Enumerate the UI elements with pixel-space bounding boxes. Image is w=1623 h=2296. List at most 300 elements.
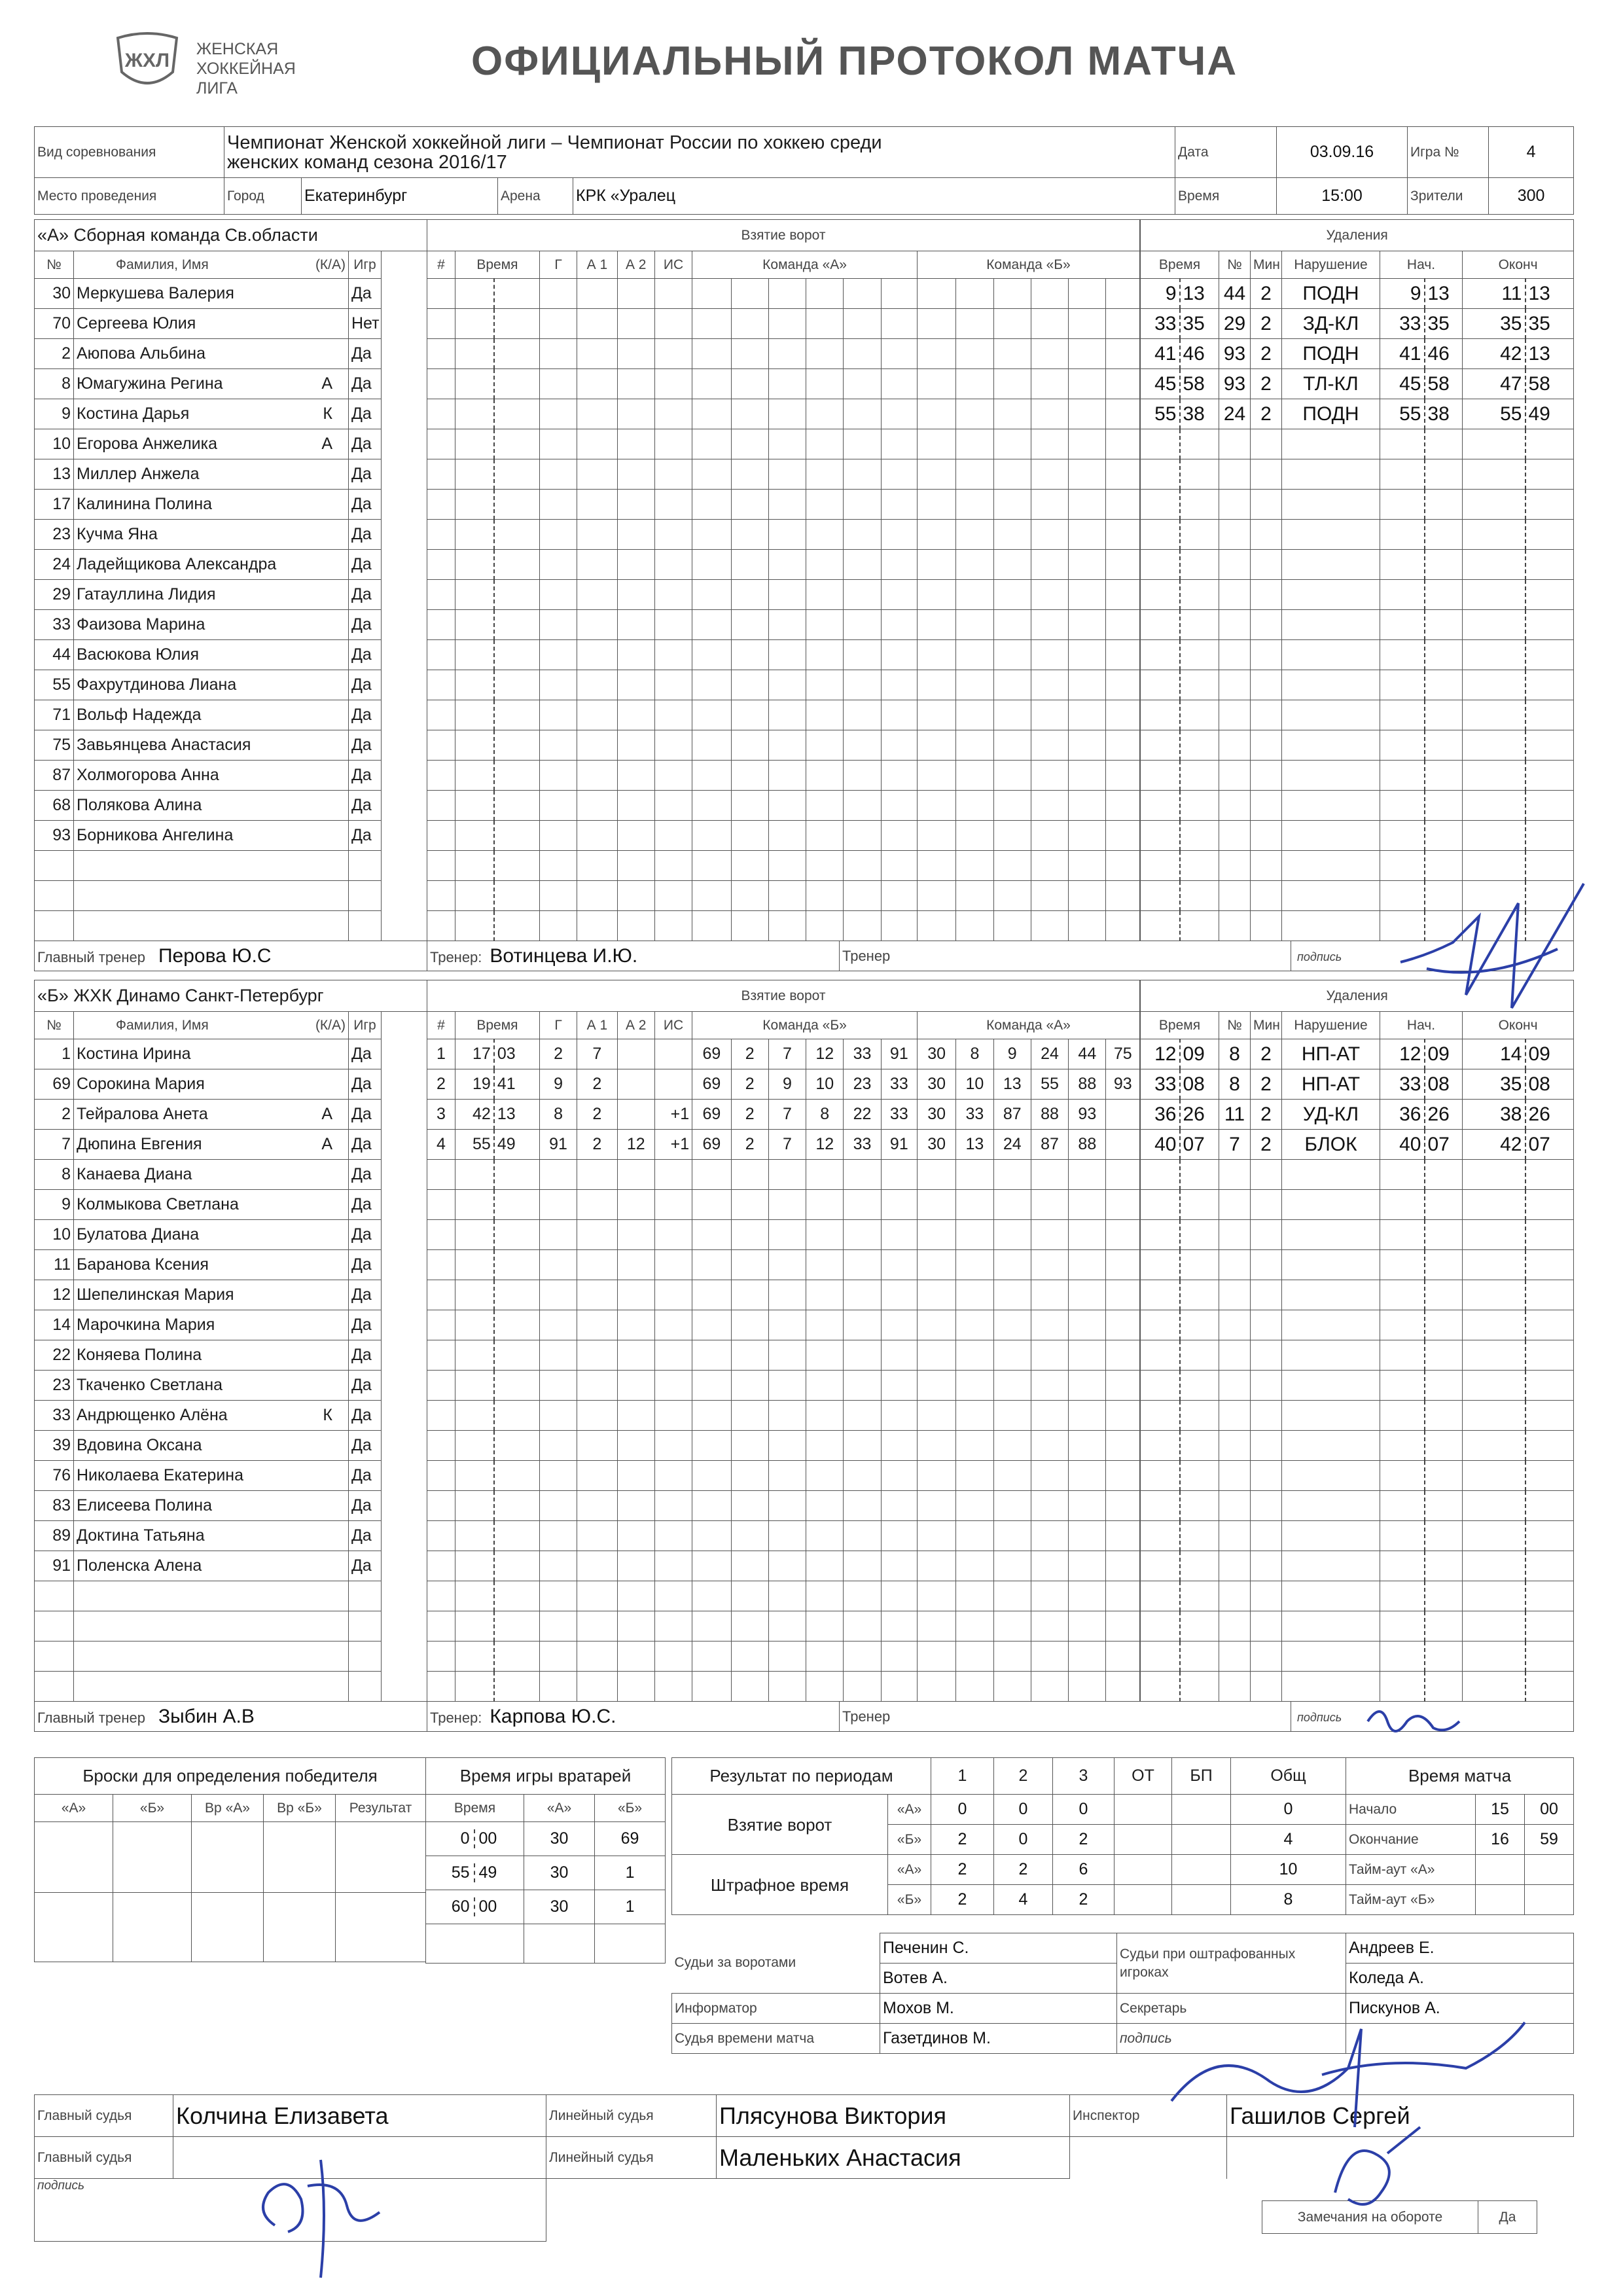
goal-own-player [692, 1672, 731, 1702]
goal-row [427, 1160, 1140, 1190]
goal-assist-2 [617, 369, 654, 399]
pen-second: 09 [1180, 1039, 1219, 1069]
pen-second [1180, 730, 1219, 761]
pen-player [1219, 1371, 1251, 1401]
pen-player [1219, 490, 1251, 520]
goal-own-player [731, 1250, 768, 1280]
pen-player [1219, 520, 1251, 550]
goal-opp-player [993, 1401, 1031, 1431]
goal-own-player [768, 550, 806, 580]
pen-end-sec [1525, 670, 1574, 700]
goal-own-player [806, 429, 844, 459]
pen-second: 08 [1180, 1069, 1219, 1100]
pen-col-violation: Нарушение [1282, 251, 1380, 279]
goal-own-player [844, 309, 881, 339]
pen-violation: БЛОК [1282, 1130, 1380, 1160]
goal-opp-player [1031, 309, 1068, 339]
goal-own-player [881, 1641, 917, 1672]
player-name [74, 1611, 349, 1641]
goal-own-player [806, 399, 844, 429]
goal-col-opp-team: Команда «А» [917, 1012, 1139, 1039]
pen-minute: 33 [1141, 309, 1180, 339]
goal-own-player [731, 1160, 768, 1190]
penalty-row [1141, 1310, 1574, 1340]
pen-minute [1141, 1220, 1180, 1250]
pen-minute: 36 [1141, 1100, 1180, 1130]
goal-own-player [881, 520, 917, 550]
pen-violation [1282, 1280, 1380, 1310]
goal-opp-player [1031, 1641, 1068, 1672]
pen-minute [1141, 1672, 1180, 1702]
goal-scorer [539, 1551, 577, 1581]
goal-opp-player [1031, 1371, 1068, 1401]
goal-own-player [844, 640, 881, 670]
player-name [74, 1069, 349, 1100]
pen-minute [1141, 1521, 1180, 1551]
goal-opp-player [993, 1461, 1031, 1491]
pen-minutes [1251, 1340, 1282, 1371]
player-play: Да [349, 1039, 382, 1069]
goal-opp-player [1106, 1431, 1140, 1461]
goal-strength [654, 1371, 692, 1401]
goal-number [427, 1641, 455, 1672]
signature-label: подпись [1297, 950, 1342, 963]
goal-opp-player [1031, 700, 1068, 730]
pen-player: 7 [1219, 1130, 1251, 1160]
penalty-row [1141, 1190, 1574, 1220]
penalty-row [1141, 580, 1574, 610]
period-total: 10 [1231, 1855, 1346, 1885]
goal-own-player [844, 700, 881, 730]
goal-own-player [844, 580, 881, 610]
goal-own-player [731, 1491, 768, 1521]
coach-cell [427, 941, 840, 971]
goal-opp-player [917, 1310, 955, 1340]
goal-opp-player [1031, 279, 1068, 309]
goal-own-player [806, 339, 844, 369]
pen-second: 13 [1180, 279, 1219, 309]
goal-second [494, 1190, 540, 1220]
col-number: № [35, 1012, 74, 1039]
goal-own-player [806, 550, 844, 580]
goal-own-player [692, 640, 731, 670]
goal-own-player [692, 851, 731, 881]
pen-end-min [1463, 1461, 1525, 1491]
goal-assist-2 [617, 1190, 654, 1220]
goal-own-player [844, 730, 881, 761]
goal-own-player [881, 1280, 917, 1310]
goal-strength: +1 [654, 1100, 692, 1130]
goal-minute: 55 [455, 1130, 493, 1160]
player-name [74, 550, 349, 580]
goal-number [427, 1160, 455, 1190]
goal-opp-player [917, 1581, 955, 1611]
goal-opp-player [993, 1431, 1031, 1461]
goal-row [427, 640, 1140, 670]
goal-number [427, 821, 455, 851]
goal-assist-1 [577, 309, 617, 339]
pen-end-min [1463, 1371, 1525, 1401]
pen-minutes [1251, 1491, 1282, 1521]
goal-number [427, 399, 455, 429]
goal-opp-player [917, 279, 955, 309]
period-pim-label: Штрафное время [672, 1855, 888, 1915]
goal-opp-player [1031, 369, 1068, 399]
goal-row [427, 791, 1140, 821]
goal-own-player [844, 1611, 881, 1641]
goal-opp-player [1069, 369, 1106, 399]
pen-second: 35 [1180, 309, 1219, 339]
goal-opp-player [1106, 279, 1140, 309]
goal-assist-1 [577, 279, 617, 309]
goal-row [427, 1220, 1140, 1250]
pen-minutes: 2 [1251, 1069, 1282, 1100]
goal-opp-player [1106, 761, 1140, 791]
coach2-cell [840, 1702, 1291, 1732]
goal-strength [654, 1401, 692, 1431]
player-name [74, 700, 349, 730]
goal-own-player [692, 821, 731, 851]
pen-second [1180, 580, 1219, 610]
pen-start-sec [1425, 791, 1463, 821]
goal-opp-player [1031, 1491, 1068, 1521]
goal-number: 4 [427, 1130, 455, 1160]
player-play: Да [349, 520, 382, 550]
goal-own-player [692, 1461, 731, 1491]
goal-own-player: 33 [844, 1130, 881, 1160]
goal-opp-player [1069, 610, 1106, 640]
player-number [35, 881, 74, 911]
goal-strength [654, 1340, 692, 1371]
goal-row [427, 1491, 1140, 1521]
goal-own-player [881, 1461, 917, 1491]
pen-end-sec [1525, 640, 1574, 670]
goal-second [494, 279, 540, 309]
goal-own-player [768, 520, 806, 550]
pen-violation [1282, 1551, 1380, 1581]
goal-opp-player [1031, 550, 1068, 580]
player-number: 23 [35, 520, 74, 550]
goal-own-player [844, 550, 881, 580]
player-name [74, 1220, 349, 1250]
pen-col-min: Мин [1251, 251, 1282, 279]
goal-number [427, 1521, 455, 1551]
goal-number [427, 911, 455, 941]
goal-strength [654, 1039, 692, 1069]
pen-player [1219, 791, 1251, 821]
goal-opp-player [1031, 1220, 1068, 1250]
goal-opp-player [1069, 1401, 1106, 1431]
goal-own-player [692, 490, 731, 520]
venue-label: Место проведения [35, 178, 224, 215]
goal-own-player [768, 1672, 806, 1702]
goal-own-player [844, 1521, 881, 1551]
goal-minute [455, 700, 493, 730]
goal-own-player [844, 1641, 881, 1672]
player-play: Да [349, 821, 382, 851]
goal-own-player [806, 490, 844, 520]
roster-row [35, 1160, 427, 1190]
goal-own-player [806, 1611, 844, 1641]
goal-opp-player: 75 [1106, 1039, 1140, 1069]
goal-strength [654, 1461, 692, 1491]
roster-row [35, 1611, 427, 1641]
goal-scorer [539, 730, 577, 761]
pen-start-sec [1425, 1461, 1463, 1491]
goalie-time-value [426, 1822, 524, 1856]
goal-opp-player [993, 761, 1031, 791]
goal-assist-2 [617, 761, 654, 791]
coach-value: Карпова Ю.С. [490, 1705, 616, 1727]
goal-minute [455, 1581, 493, 1611]
pen-violation [1282, 490, 1380, 520]
player-play: Да [349, 1521, 382, 1551]
goal-strength [654, 1431, 692, 1461]
goal-opp-player [956, 821, 993, 851]
pen-start-sec [1425, 1371, 1463, 1401]
player-name [74, 339, 349, 369]
goal-opp-player [993, 339, 1031, 369]
goal-second [494, 369, 540, 399]
goal-row [427, 1250, 1140, 1280]
goal-assist-1 [577, 821, 617, 851]
pen-start-sec [1425, 1581, 1463, 1611]
pen-start-min [1380, 1250, 1425, 1280]
goal-opp-player: 93 [1069, 1100, 1106, 1130]
penalty-row [1141, 821, 1574, 851]
goal-second [494, 1491, 540, 1521]
goal-number [427, 1431, 455, 1461]
goal-opp-player [1069, 791, 1106, 821]
goalie-time-value [426, 1890, 524, 1924]
pen-violation [1282, 761, 1380, 791]
roster-row [35, 1461, 427, 1491]
goal-minute [455, 1461, 493, 1491]
logo-mark: ЖХЛ [124, 50, 170, 71]
pen-player: 8 [1219, 1039, 1251, 1069]
remarks-value: Да [1478, 2201, 1537, 2234]
goal-own-player [768, 459, 806, 490]
pen-end-sec [1525, 1491, 1574, 1521]
goal-opp-player [956, 1250, 993, 1280]
coach-cell [427, 1702, 840, 1732]
shootout-col: Вр «А» [192, 1795, 264, 1822]
goal-opp-player [1069, 730, 1106, 761]
goal-number [427, 1310, 455, 1340]
goal-row [427, 1521, 1140, 1551]
goal-own-player [768, 761, 806, 791]
goal-opp-player [1031, 1672, 1068, 1702]
goal-opp-player [1106, 1160, 1140, 1190]
goal-opp-player [1069, 580, 1106, 610]
goal-opp-player [917, 369, 955, 399]
goal-minute [455, 1521, 493, 1551]
goal-opp-player [956, 520, 993, 550]
goal-own-player [731, 1611, 768, 1641]
goal-own-player [768, 851, 806, 881]
goal-opp-player [1106, 640, 1140, 670]
goal-assist-1 [577, 490, 617, 520]
pen-minutes [1251, 730, 1282, 761]
penalty-row [1141, 520, 1574, 550]
pen-start-sec [1425, 1310, 1463, 1340]
goal-assist-2 [617, 640, 654, 670]
penalty-row [1141, 1401, 1574, 1431]
goal-assist-1 [577, 1401, 617, 1431]
pen-violation: НП-АТ [1282, 1069, 1380, 1100]
pen-minute [1141, 821, 1180, 851]
player-play: Да [349, 1160, 382, 1190]
goal-own-player [768, 881, 806, 911]
penalty-row [1141, 1100, 1574, 1130]
player-number: 13 [35, 459, 74, 490]
pen-violation [1282, 1250, 1380, 1280]
goal-strength [654, 791, 692, 821]
goal-own-player [692, 1250, 731, 1280]
shootout-table [34, 1757, 426, 1962]
pen-violation [1282, 1461, 1380, 1491]
goal-own-player [768, 1581, 806, 1611]
pen-second [1180, 1310, 1219, 1340]
pen-minute [1141, 1310, 1180, 1340]
penalty-row [1141, 1340, 1574, 1371]
goal-minute [455, 1220, 493, 1250]
goal-own-player [692, 1280, 731, 1310]
goal-opp-player [1106, 580, 1140, 610]
goal-own-player [881, 881, 917, 911]
goal-own-player [881, 761, 917, 791]
goal-opp-player [1069, 399, 1106, 429]
goal-own-player [692, 369, 731, 399]
pen-second [1180, 1431, 1219, 1461]
pen-player [1219, 1581, 1251, 1611]
player-name-text: Вольф Надежда [77, 706, 202, 724]
goal-opp-player [1069, 1461, 1106, 1491]
pen-violation [1282, 730, 1380, 761]
teamB-penalties-table [1140, 980, 1574, 1702]
player-number: 14 [35, 1310, 74, 1340]
pen-col-num: № [1219, 251, 1251, 279]
period-cell: 6 [1053, 1855, 1115, 1885]
pen-second [1180, 791, 1219, 821]
goal-opp-player [917, 490, 955, 520]
pen-end-min [1463, 429, 1525, 459]
goal-own-player [844, 881, 881, 911]
time-label: Время [1175, 178, 1277, 215]
goal-own-player [844, 1461, 881, 1491]
player-number: 91 [35, 1551, 74, 1581]
goal-second [494, 339, 540, 369]
penalty-row [1141, 309, 1574, 339]
col-name [74, 1012, 349, 1039]
goal-minute [455, 881, 493, 911]
pen-second [1180, 1280, 1219, 1310]
goal-opp-player [993, 1611, 1031, 1641]
goal-opp-player [1106, 1340, 1140, 1371]
goal-row [427, 429, 1140, 459]
goal-strength [654, 429, 692, 459]
goal-own-player [844, 1310, 881, 1340]
goal-scorer [539, 1250, 577, 1280]
goal-own-player [806, 1160, 844, 1190]
pen-col-start: Нач. [1380, 251, 1463, 279]
pen-violation: ПОДН [1282, 399, 1380, 429]
goal-col-time: Время [455, 251, 539, 279]
pen-start-sec [1425, 1160, 1463, 1190]
pen-end-min: 35 [1463, 309, 1525, 339]
period-team-label: «А» [888, 1855, 931, 1885]
goal-opp-player [993, 1551, 1031, 1581]
goal-opp-player: 30 [917, 1039, 955, 1069]
player-name-text: Завьянцева Анастасия [77, 736, 251, 754]
roster-row [35, 339, 427, 369]
player-name [74, 881, 349, 911]
goal-opp-player [1106, 309, 1140, 339]
goal-assist-2 [617, 520, 654, 550]
teamA-penalties-table [1140, 219, 1574, 941]
player-name [74, 1039, 349, 1069]
goal-second [494, 1371, 540, 1401]
goal-col-num: # [427, 1012, 455, 1039]
pen-end-min [1463, 700, 1525, 730]
goal-assist-2 [617, 881, 654, 911]
pen-minute [1141, 791, 1180, 821]
pen-end-sec [1525, 821, 1574, 851]
goal-opp-player [1031, 1190, 1068, 1220]
player-number: 44 [35, 640, 74, 670]
penalty-row [1141, 369, 1574, 399]
pen-violation [1282, 580, 1380, 610]
goal-minute [455, 1190, 493, 1220]
pen-end-min [1463, 1431, 1525, 1461]
goal-opp-player [1031, 1431, 1068, 1461]
pen-violation [1282, 1641, 1380, 1672]
goalie-time-table [425, 1757, 666, 1964]
informer-label: Информатор [672, 1994, 880, 2024]
goal-own-player [731, 851, 768, 881]
goal-minute [455, 610, 493, 640]
roster-row [35, 1672, 427, 1702]
goal-second [494, 459, 540, 490]
pen-start-sec: 58 [1425, 369, 1463, 399]
goal-opp-player: 8 [956, 1039, 993, 1069]
player-play: Да [349, 700, 382, 730]
goal-own-player [768, 821, 806, 851]
goal-own-player [768, 1160, 806, 1190]
goal-opp-player [1069, 1250, 1106, 1280]
player-number: 2 [35, 339, 74, 369]
pen-minute [1141, 670, 1180, 700]
pen-player [1219, 1521, 1251, 1551]
roster-row [35, 490, 427, 520]
goal-opp-player [1106, 730, 1140, 761]
player-number [35, 1581, 74, 1611]
goal-opp-player [1106, 1401, 1140, 1431]
pen-minute [1141, 1611, 1180, 1641]
goal-own-player [844, 1491, 881, 1521]
goal-own-player [692, 1310, 731, 1340]
period-cell: 2 [1053, 1885, 1115, 1915]
roster-row [35, 550, 427, 580]
goal-opp-player [1031, 1340, 1068, 1371]
period-results-table [671, 1757, 1346, 1915]
goal-strength [654, 640, 692, 670]
goal-own-player [844, 1581, 881, 1611]
goal-own-player: 69 [692, 1069, 731, 1100]
player-name [74, 911, 349, 941]
pen-start-min [1380, 761, 1425, 791]
goal-assist-2 [617, 1491, 654, 1521]
